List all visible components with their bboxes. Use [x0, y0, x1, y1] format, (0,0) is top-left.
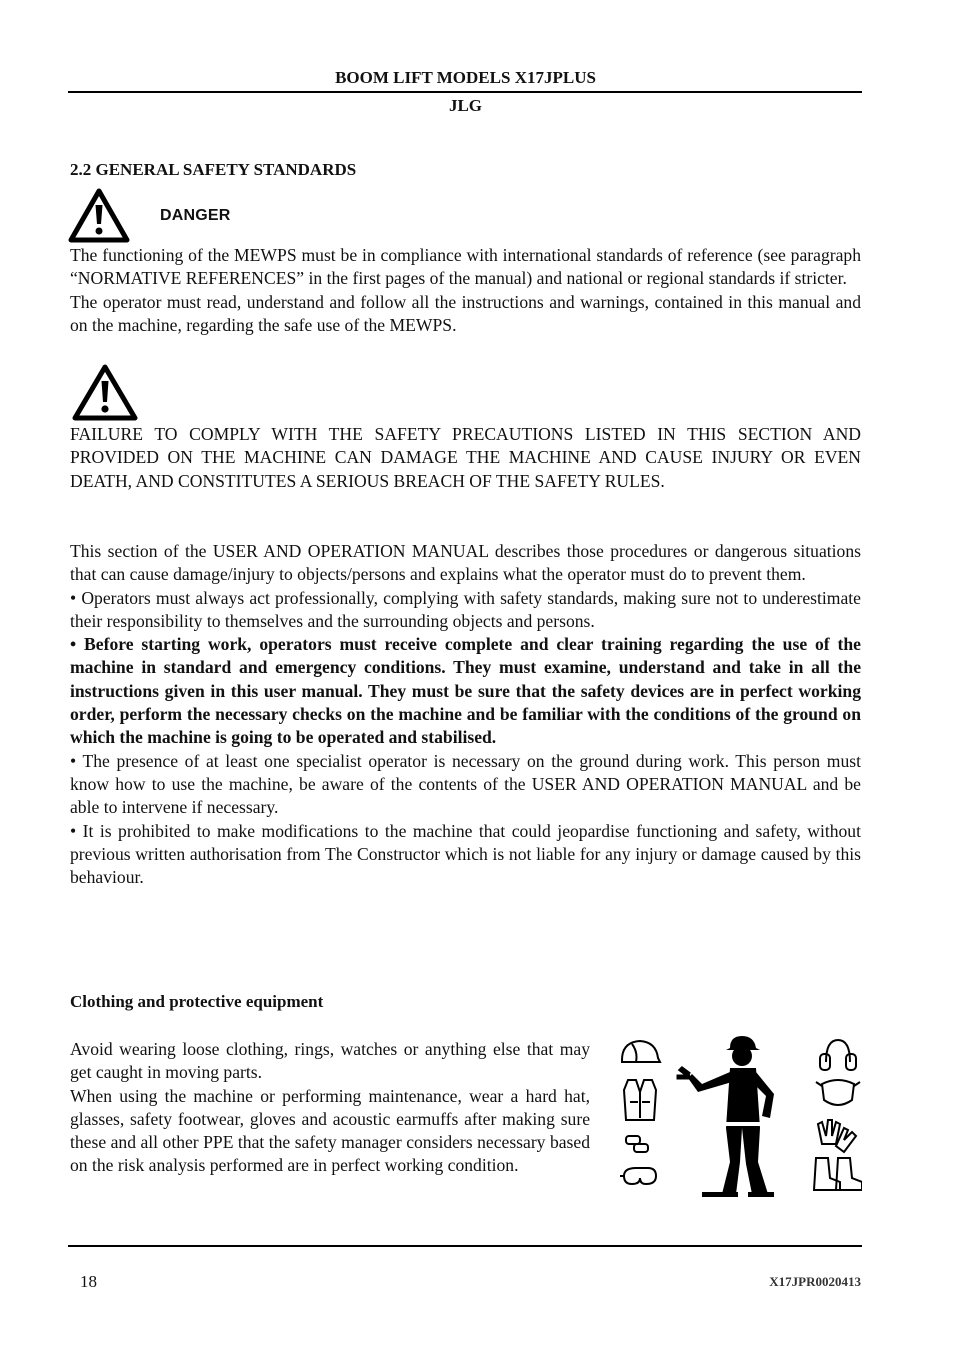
safety-boots-icon [814, 1158, 862, 1190]
section-title: 2.2 GENERAL SAFETY STANDARDS [70, 160, 357, 179]
header-rule [68, 91, 862, 93]
warning-triangle-icon [68, 188, 130, 243]
body-text [70, 540, 861, 889]
footer-rule [68, 1245, 862, 1247]
header-brand: JLG [448, 96, 483, 115]
safety-vest-icon [624, 1080, 656, 1120]
clothing-title: Clothing and protective equipment [70, 992, 324, 1011]
clothing-paragraph-2: When using the machine or performing maintenance, wear a hard hat, glasses, safety footwear, gloves and acoustic earmuffs after making sure these and all other PPE that the safety manager considers necessary based on the risk analysis performed are in perfect working condition. [70, 1085, 590, 1176]
gloves-icon [818, 1120, 856, 1152]
page-number: 18 [80, 1272, 97, 1291]
face-mask-icon [816, 1080, 860, 1105]
earplugs-icon [626, 1136, 648, 1152]
goggles-icon [620, 1168, 656, 1184]
header-title: BOOM LIFT MODELS X17JPLUS [335, 68, 596, 87]
bullet-training: • Before starting work, operators must receive complete and clear training regarding the use of the machine in standard and emergency conditions. They must examine, understand and take in all the instructions given in this user manual. They must be sure that the safety devices are in perfect working order, perform the necessary checks on the machine and be familiar with the conditions of the ground on which the machine is going to be operated and stabilised. [70, 634, 861, 748]
warning-text: FAILURE TO COMPLY WITH THE SAFETY PRECAUTIONS LISTED IN THIS SECTION AND PROVIDED ON THE MACHINE CAN DAMAGE THE MACHINE AND CAUSE INJURY OR EVEN DEATH, AND CONSTITUTES A SERIOUS BREACH OF THE SAFETY RULES. [70, 424, 861, 491]
warning-triangle-icon [72, 364, 138, 421]
ppe-illustration [618, 1032, 862, 1200]
ear-muffs-icon [820, 1040, 856, 1070]
bullet-modifications: • It is prohibited to make modifications to the machine that could jeopardise functioning and safety, without previous written authorisation from The Constructor which is not liable for any injury or damage caused by this behaviour. [70, 820, 861, 888]
intro-paragraph: This section of the USER AND OPERATION MANUAL describes those procedures or dangerous situations that can cause damage/injury to objects/persons and explains what the operator must do to prevent them. [70, 541, 861, 585]
bullet-professional: • Operators must always act professionally, complying with safety standards, making sure not to underestimate their responsibility to themselves and the surrounding objects and persons. [70, 587, 861, 631]
danger-label: DANGER [160, 207, 231, 224]
bullet-specialist: • The presence of at least one specialist operator is necessary on the ground during work. This person must know how to use the machine, be aware of the contents of the USER AND OPERATION MANUAL and be able to intervene if necessary. [70, 750, 861, 818]
danger-paragraph-2: The operator must read, understand and follow all the instructions and warnings, contained in this manual and on the machine, regarding the safe use of the MEWPS. [70, 291, 861, 335]
document-code: X17JPR0020413 [769, 1274, 861, 1289]
danger-paragraph-1: The functioning of the MEWPS must be in compliance with international standards of reference (see paragraph “NORMATIVE REFERENCES” in the first pages of the manual) and national or regional standards if stricter. [70, 245, 861, 289]
clothing-paragraph-1: Avoid wearing loose clothing, rings, watches or anything else that may get caught in moving parts. [70, 1039, 590, 1083]
danger-text [70, 244, 861, 337]
clothing-text [70, 1038, 590, 1178]
hard-hat-icon [622, 1041, 660, 1062]
worker-figure-icon [678, 1036, 774, 1197]
